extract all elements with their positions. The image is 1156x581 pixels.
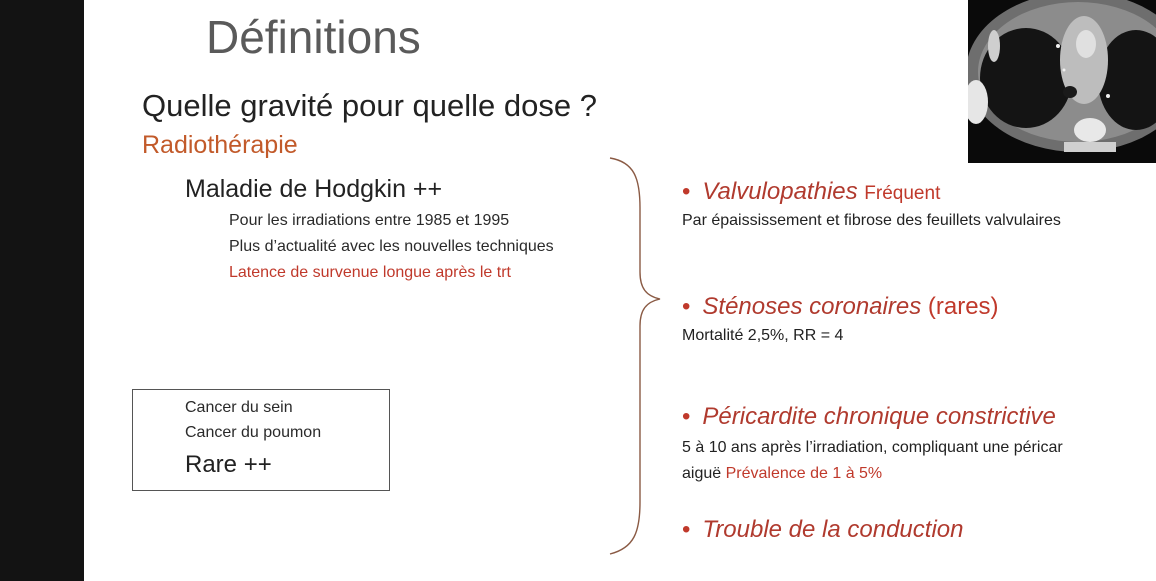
pericardite-desc-prefix: aiguë (682, 465, 722, 482)
bullet-valvulopathies (682, 178, 940, 206)
bullet-marker: • (682, 403, 691, 430)
pericardite-desc-line-2 (682, 465, 882, 483)
curly-brace-icon (608, 156, 664, 556)
frequency-tag: Fréquent (864, 183, 941, 204)
latency-note: Latence de survenue longue après le trt (229, 264, 511, 281)
bullet-marker: • (682, 293, 691, 320)
category-heading: Radiothérapie (142, 131, 298, 159)
valvulopathies-desc: Par épaississement et fibrose des feuillets valvulaires (682, 212, 1061, 229)
slide-title: Définitions (206, 11, 421, 63)
left-frame (0, 0, 84, 581)
bullet-marker: • (682, 516, 691, 543)
box-emphasis: Rare ++ (185, 451, 272, 478)
detail-line-2: Plus d’actualité avec les nouvelles techniques (229, 238, 554, 255)
bullet-stenoses (682, 293, 999, 321)
bullet-marker: • (682, 178, 691, 205)
bullet-title: Sténoses coronaires (702, 293, 922, 320)
question-heading: Quelle gravité pour quelle dose ? (142, 88, 597, 123)
slide (84, 0, 1156, 581)
ct-scan-image (968, 0, 1156, 163)
box-line-2: Cancer du poumon (185, 424, 322, 441)
stenoses-desc: Mortalité 2,5%, RR = 4 (682, 327, 844, 344)
pericardite-desc-line-1: 5 à 10 ans après l’irradiation, compliquant une péricar (682, 439, 1063, 456)
bullet-trouble-conduction (682, 516, 963, 544)
rarity-tag: (rares) (927, 293, 999, 320)
bullet-title: Valvulopathies (702, 178, 858, 205)
box-line-1: Cancer du sein (185, 399, 293, 416)
bullet-title: Péricardite chronique constrictive (702, 403, 1056, 430)
bullet-pericardite (682, 403, 1056, 431)
rare-cancers-box (132, 389, 390, 491)
bullet-title: Trouble de la conduction (702, 516, 964, 543)
prevalence-highlight: Prévalence de 1 à 5% (725, 465, 883, 482)
subheading: Maladie de Hodgkin ++ (185, 175, 443, 203)
detail-line-1: Pour les irradiations entre 1985 et 1995 (229, 212, 510, 229)
